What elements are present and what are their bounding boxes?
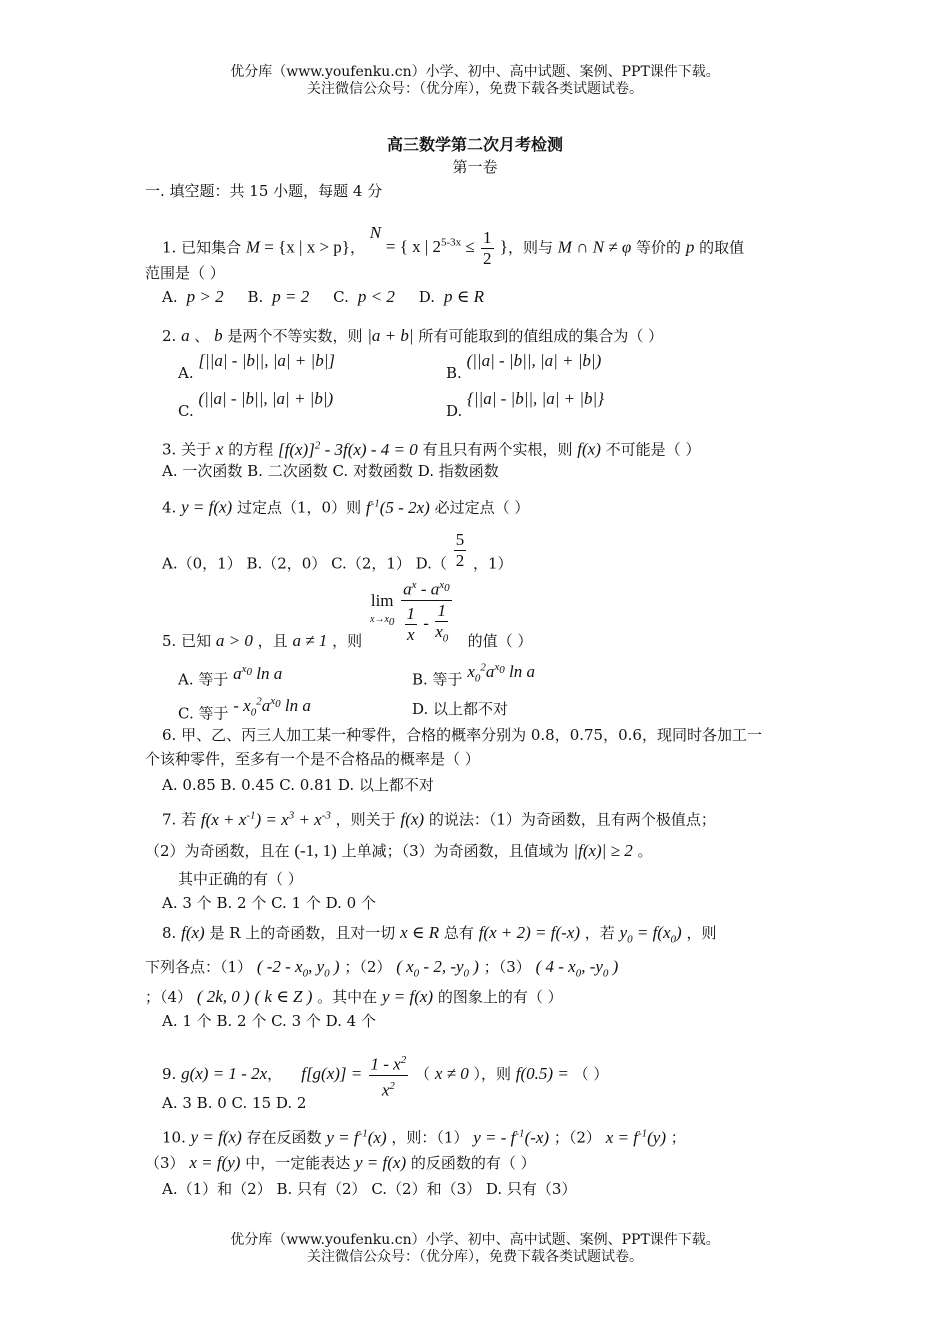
q8-text-c: 总有: [443, 924, 474, 942]
q5-text-b: ，且: [257, 632, 288, 650]
q1-option-c-math: p < 2: [353, 287, 395, 306]
q2-var-b: b: [214, 326, 223, 345]
q10-text-b: 存在反函数: [246, 1128, 322, 1147]
q10-case-1: y = - $f^{-1}(-x)$: [473, 1127, 550, 1147]
q9-text-a: 9.: [162, 1065, 177, 1084]
q8-text-k: 的图象上的有（ ）: [437, 988, 563, 1006]
q5-cond-1: a > 0: [215, 631, 253, 650]
question-7-line-2: [145, 840, 653, 862]
question-8-line-1: [162, 922, 716, 950]
q9-text-b: （: [415, 1065, 431, 1084]
q3-text-d: 不可能是（ ）: [605, 440, 701, 459]
q9-fg: f[g(x)] = $\frac{1 - x^2}{x^2}$: [301, 1064, 410, 1083]
q5-option-a-math: $a^{x_0}$ ln a: [233, 663, 283, 683]
q5-text-d: 的值（ ）: [467, 632, 533, 650]
q5-option-c-math: - $x_0^2a^{x_0}$ ln a: [233, 695, 311, 719]
q1-formula-n: N: [369, 223, 382, 243]
q2-option-c-label: C.: [178, 402, 194, 420]
q8-text-e: ，则: [686, 924, 717, 942]
q8-point-3: ( $4 - x_0$, $-y_0$ ): [535, 957, 619, 980]
q10-case-3: x = f(y): [189, 1153, 241, 1172]
q7-text-g: 其中正确的有（ ）: [178, 870, 303, 888]
q2-var-a: a: [181, 326, 190, 345]
q2-option-d: [446, 389, 605, 422]
question-10-line-1: [162, 1122, 686, 1149]
q3-fx: f(x): [577, 439, 601, 459]
q10-text-g: 中，一定能表达: [245, 1154, 351, 1172]
q2-option-a-label: A.: [178, 364, 194, 382]
q1-option-b-math: p = 2: [268, 287, 310, 306]
q7-options: A. 3 个 B. 2 个 C. 1 个 D. 0 个: [162, 894, 376, 912]
page-header: [0, 64, 950, 98]
q8-text-f: 下列各点：（1）: [145, 958, 253, 976]
q3-equation: $[f(x)]^2 - 3f(x) - 4 = 0$: [278, 439, 418, 459]
q8-point-2: ( $x_0 - 2$, $-y_0$ ): [396, 957, 479, 980]
q10-inverse: $y = f^{-1}(x)$: [326, 1127, 387, 1147]
q10-case-2: $x = f^{-1}(y)$: [605, 1127, 666, 1147]
q7-text-c: 的说法：（1）为奇函数，且有两个极值点；: [428, 810, 716, 829]
q10-options: A.（1）和（2） B. 只有（2） C.（2）和（3） D. 只有（3）: [162, 1180, 577, 1198]
q5-cond-2: a ≠ 1: [292, 631, 328, 650]
footer-line-1: 优分库（www.youfenku.cn）小学、初中、高中试题、案例、PPT课件下载。: [230, 1232, 720, 1248]
q2-option-d-math: {||a| - |b||, |a| + |b|}: [467, 389, 605, 408]
q5-option-b-label: B. 等于: [412, 670, 463, 689]
q3-text-b: 的方程: [228, 440, 274, 459]
q8-fx: f(x): [181, 923, 205, 942]
section-heading: 一. 填空题：共 15 小题，每题 4 分: [145, 182, 383, 200]
q3-text-a: 3. 关于: [162, 440, 212, 459]
q8-domain: x ∈ R: [400, 923, 440, 942]
q7-text-a: 7. 若: [162, 810, 197, 829]
q4-inverse: $f^{-1}(5 - 2x)$: [365, 497, 430, 517]
q9-options: A. 3 B. 0 C. 15 D. 2: [162, 1094, 307, 1112]
q1-text-b: ，则与: [507, 238, 553, 257]
q8-graph: y = f(x): [381, 987, 434, 1006]
q4-text-c: 必过定点（ ）: [434, 498, 530, 517]
q4-options-text-1: A.（0，1） B.（2，0） C.（2，1） D.（: [162, 554, 447, 573]
q1-formula-cond: M ∩ N ≠ φ: [557, 237, 632, 257]
q2-option-b-label: B.: [446, 364, 462, 382]
question-3-line-1: [162, 434, 700, 461]
q2-option-b: [446, 351, 602, 384]
q5-option-b: [412, 661, 536, 697]
q3-var-x: x: [215, 439, 224, 459]
question-10-line-2: [145, 1152, 536, 1174]
question-1-line-1: 1. 已知集合 M = {x | x > p}， N = { x | $2^{5-3x}$ ≤ $\frac{1}{2}$ }，则与 M ∩ N ≠ φ 等价的 p 的取值: [162, 223, 745, 268]
q6-line-2: 个该种零件，至多有一个是不合格品的概率是（ ）: [145, 750, 480, 768]
q8-point-4: ( 2k, 0 ): [196, 987, 250, 1006]
q9-f-half: f(0.5) =: [515, 1064, 569, 1084]
q8-relation: f(x + 2) = f(-x): [478, 923, 580, 942]
q6-line-1: 6. 甲、乙、丙三人加工某一种零件，合格的概率分别为 0.8，0.75，0.6，现同时各加工一: [162, 726, 762, 744]
q2-text-a: 2.: [162, 327, 177, 345]
q1-option-d-label: D.: [418, 288, 435, 306]
page-footer: [0, 1232, 950, 1266]
q8-text-g: ；（2）: [344, 958, 392, 976]
q7-fx: f(x): [400, 809, 425, 829]
q8-text-h: ；（3）: [483, 958, 531, 976]
q1-option-a-math: p > 2: [182, 287, 224, 306]
q5-option-b-math: $x_0^2a^{x_0}$ ln a: [467, 661, 536, 685]
q1-option-c-label: C.: [333, 288, 349, 306]
q10-target: y = f(x): [355, 1153, 407, 1172]
q9-text-c: ），则: [473, 1065, 511, 1084]
q1-formula-m: M: [245, 237, 261, 257]
q1-option-b-label: B.: [247, 288, 264, 306]
q2-option-d-label: D.: [446, 402, 463, 420]
header-line-2: 关注微信公众号：（优分库），免费下载各类试题试卷。: [307, 81, 643, 97]
q8-options: A. 1 个 B. 2 个 C. 3 个 D. 4 个: [162, 1012, 376, 1030]
q5-option-d: D. 以上都不对: [412, 700, 509, 718]
question-8-line-2: [145, 956, 618, 984]
q4-options: [162, 530, 513, 585]
q1-text-e: 范围是（ ）: [145, 264, 225, 282]
q2-abs-sum: |a + b|: [367, 326, 414, 345]
q4-options-text-2: ，1）: [473, 554, 513, 573]
question-7-line-1: [162, 804, 716, 831]
question-4-line-1: [162, 492, 529, 519]
q1-option-d-math: p ∈ R: [439, 287, 484, 306]
q5-limit-expression: lim $x\to x_0$ $a^x - a^{x_0}$ $\frac{1}{x}$ - $\frac{1}{x_0}$: [370, 575, 454, 648]
q6-options: A. 0.85 B. 0.45 C. 0.81 D. 以上都不对: [162, 776, 434, 794]
q10-text-a: 10.: [162, 1128, 186, 1147]
q2-option-a: [178, 351, 335, 384]
q2-option-a-math: [||a| - |b||, |a| + |b|]: [198, 351, 335, 370]
q4-text-a: 4.: [162, 498, 177, 517]
q9-g: g(x) = 1 - 2x: [181, 1064, 268, 1084]
q7-interval: (-1, 1): [294, 841, 337, 860]
q8-text-j: 。其中在: [317, 988, 378, 1006]
q1-formula-m-set: = {x | x > p}: [260, 237, 350, 257]
footer-line-2: 关注微信公众号：（优分库），免费下载各类试题试卷。: [307, 1249, 643, 1265]
q7-range: |f(x)| ≥ 2: [573, 841, 633, 860]
question-9-line-1: 9. g(x) = 1 - 2x， f[g(x)] = $\frac{1 - x^2}{x^2}$ （ x ≠ 0 ），则 f(0.5) = （ ）: [162, 1050, 608, 1100]
q1-text-c: 等价的: [636, 238, 682, 257]
q10-text-h: 的反函数的有（ ）: [410, 1154, 536, 1172]
q3-options: A. 一次函数 B. 二次函数 C. 对数函数 D. 指数函数: [162, 462, 499, 480]
q1-formula-p: p: [685, 237, 695, 257]
q4-text-b: 过定点（1，0）则: [236, 498, 362, 517]
q8-text-d: ，若: [584, 924, 615, 942]
question-8-line-3: [145, 986, 563, 1008]
q8-k-cond: ( k ∈ Z ): [254, 987, 313, 1006]
q7-text-d: （2）为奇函数，且在: [145, 842, 290, 860]
question-5-line-1: [162, 630, 532, 652]
header-line-1: 优分库（www.youfenku.cn）小学、初中、高中试题、案例、PPT课件下载。: [230, 64, 720, 80]
q10-text-f: （3）: [145, 1154, 185, 1172]
q3-text-c: 有且只有两个实根，则: [422, 440, 573, 459]
q2-text-c: 是两个不等实数，则: [227, 327, 363, 345]
q1-text-d: 的取值: [699, 238, 745, 257]
q1-option-a-label: A.: [162, 288, 178, 306]
question-2-line-1: [162, 325, 663, 347]
q8-text-i: ；（4）: [145, 988, 193, 1006]
q10-text-c: ，则：（1）: [391, 1128, 469, 1147]
q8-text-a: 8.: [162, 924, 177, 942]
q4-function: y = f(x): [181, 497, 233, 517]
q5-text-c: ，则: [332, 632, 363, 650]
q10-text-d: ；（2）: [553, 1128, 601, 1147]
q1-text-a: 1. 已知集合: [162, 238, 242, 257]
q7-text-b: ，则关于: [335, 810, 396, 829]
q7-equation: $f(x + x^{-1}) = x^3 + x^{-3}$: [200, 809, 331, 829]
doc-subtitle: 第一卷: [452, 158, 498, 176]
q1-formula-n-set: = { x | $2^{5-3x}$ ≤ $\frac{1}{2}$ }: [385, 228, 508, 268]
q9-text-d: （ ）: [573, 1065, 609, 1084]
q8-text-b: 是 R 上的奇函数，且对一切: [209, 924, 396, 942]
q8-point-1: ( $-2 - x_0$, $y_0$ ): [256, 957, 340, 980]
q1-options: [162, 286, 484, 308]
q5-text-a: 5. 已知: [162, 632, 212, 650]
q2-text-b: 、: [194, 327, 210, 345]
q8-point: $y_0 = f(x_0)$: [619, 923, 682, 946]
q9-cond: x ≠ 0: [434, 1064, 469, 1084]
q2-option-c: [178, 389, 334, 422]
q2-text-d: 所有可能取到的值组成的集合为（ ）: [418, 327, 664, 345]
q5-option-a-label: A. 等于: [178, 670, 229, 689]
q5-option-c-label: C. 等于: [178, 704, 229, 723]
q4-option-d-fraction: $\frac{5}{2}$: [455, 530, 465, 570]
q10-f: y = f(x): [190, 1127, 242, 1147]
doc-title: 高三数学第二次月考检测: [386, 135, 563, 154]
q2-option-c-math: (||a| - |b||, |a| + |b|): [198, 389, 334, 408]
q7-text-f: 。: [637, 842, 653, 860]
q7-text-e: 上单减；（3）为奇函数，且值域为: [341, 842, 569, 860]
q5-option-a: [178, 664, 282, 691]
q10-text-e: ；: [670, 1128, 686, 1147]
q2-option-b-math: (||a| - |b||, |a| + |b|): [466, 351, 602, 370]
